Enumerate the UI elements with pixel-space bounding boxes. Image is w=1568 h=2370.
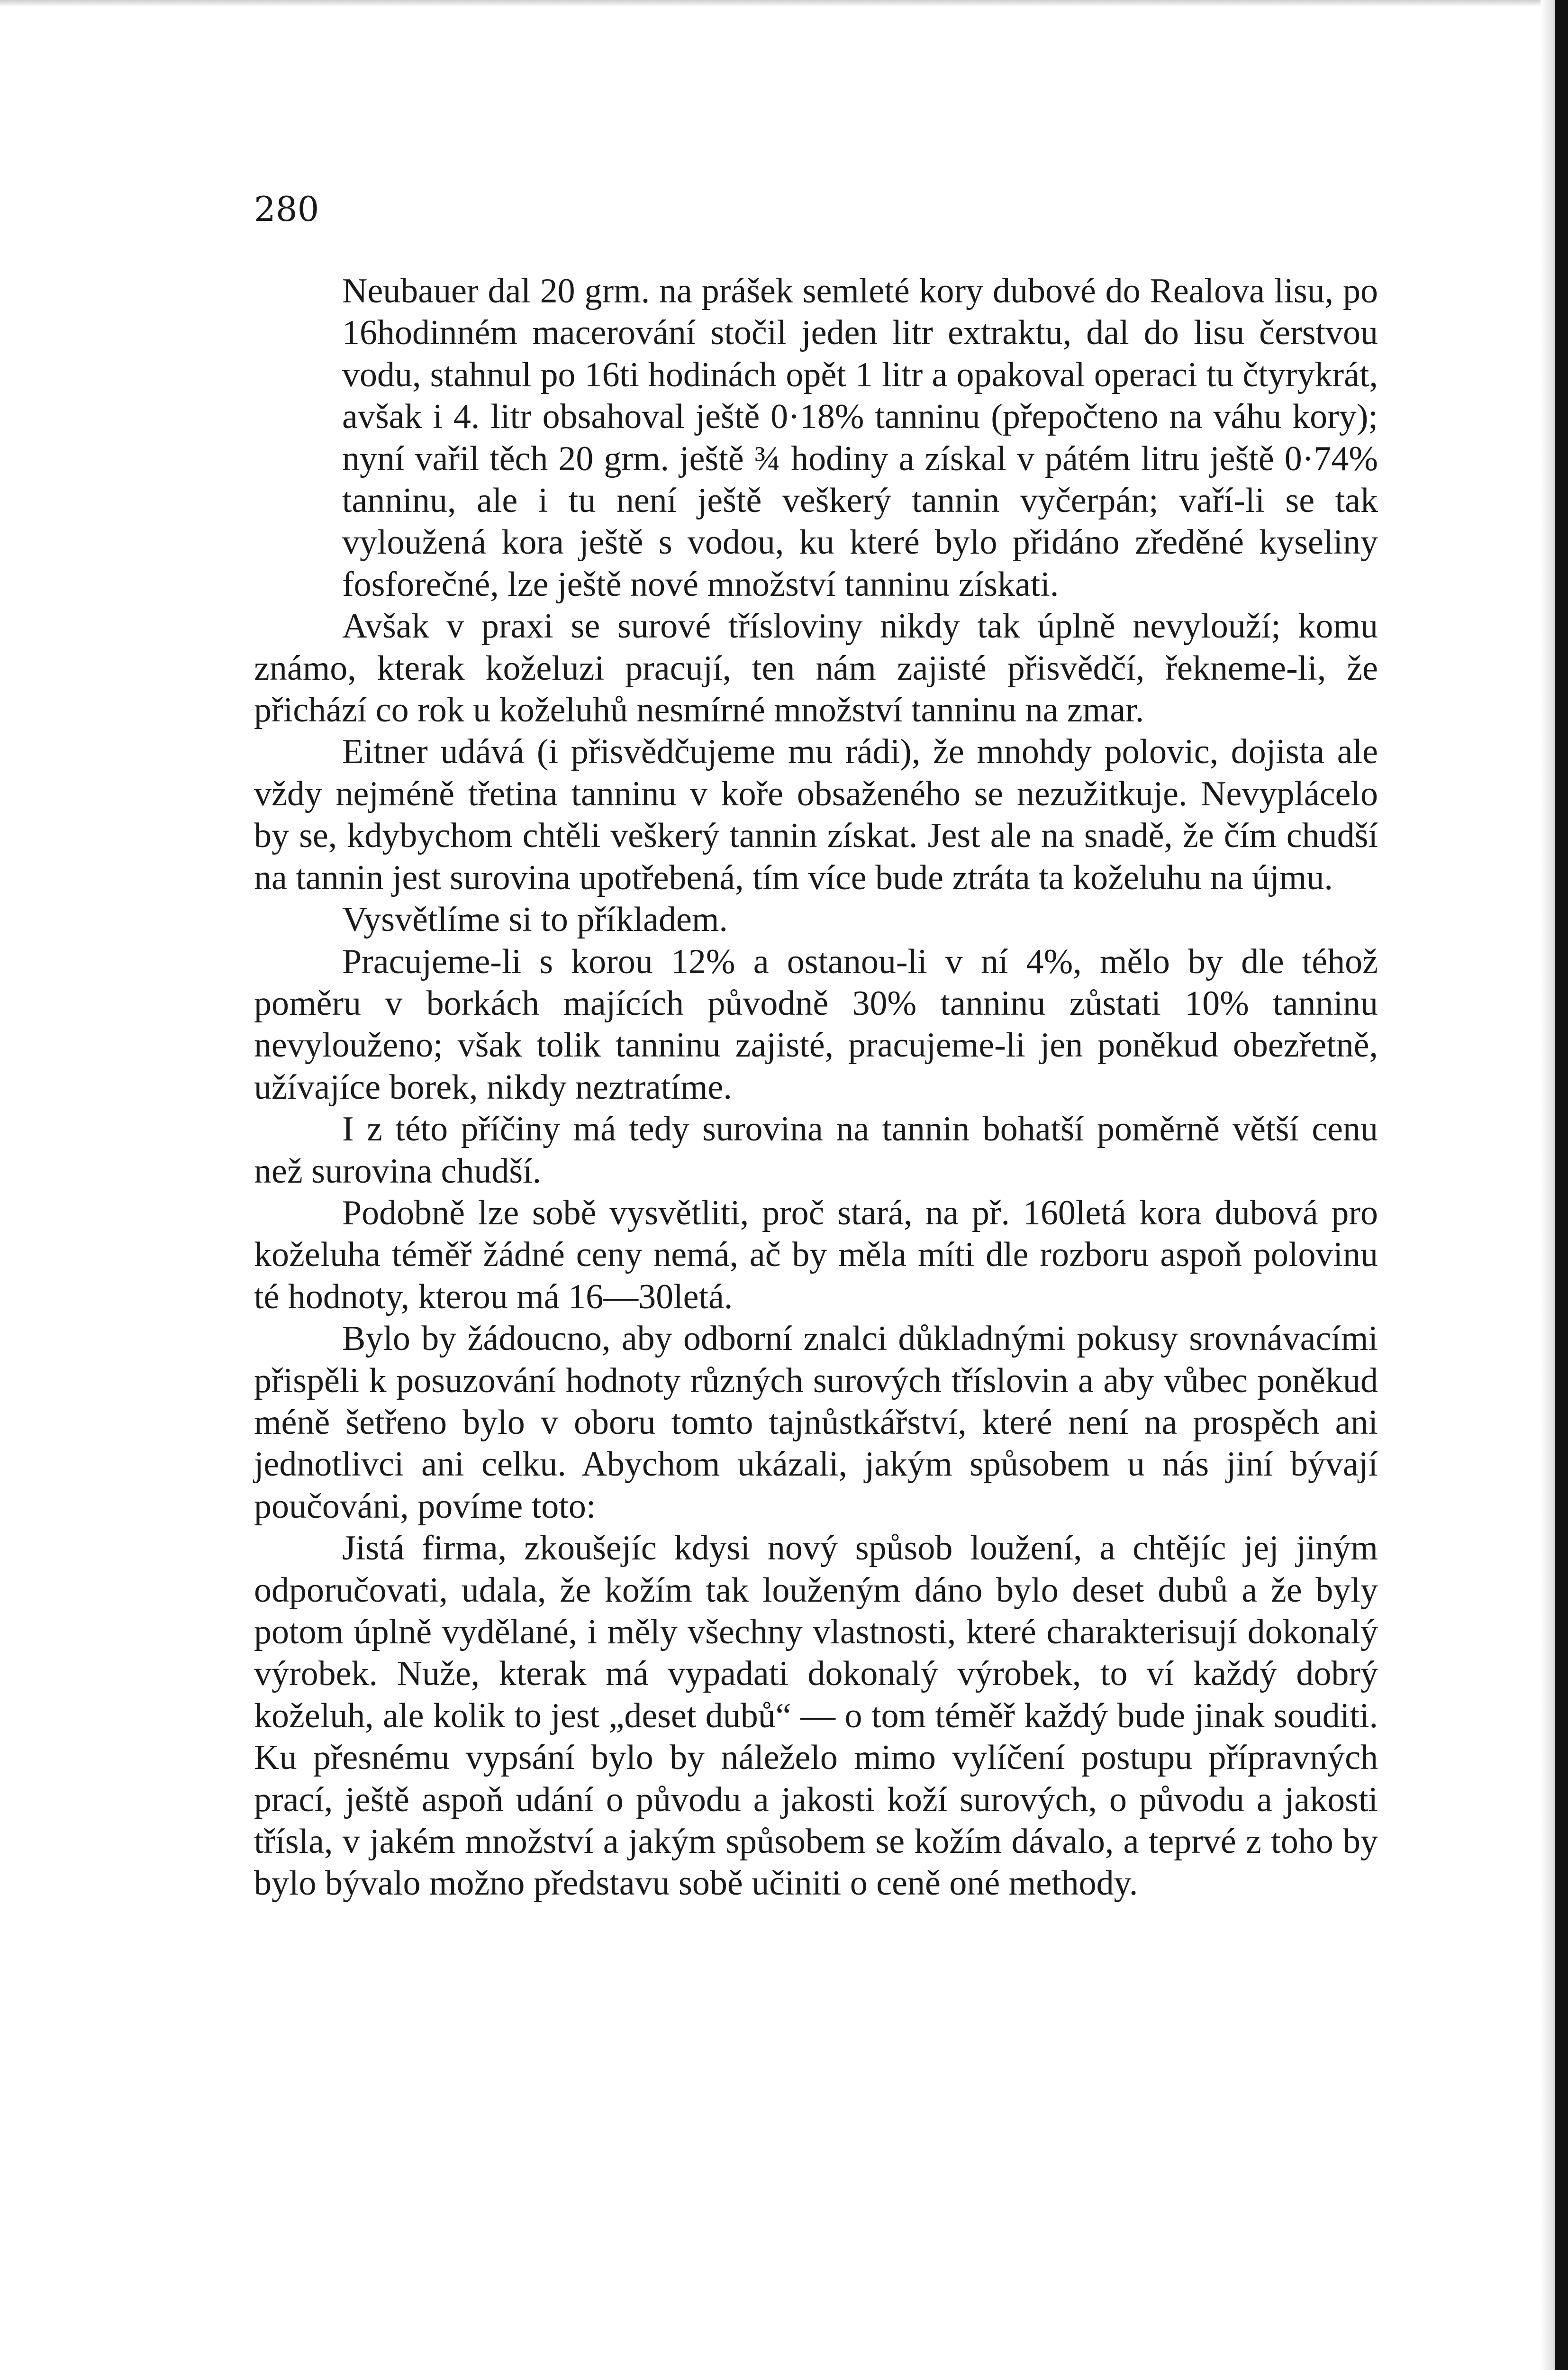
scan-page-shadow xyxy=(1541,0,1555,2370)
paragraph: Neubauer dal 20 grm. na prášek semleté kory dubové do Realova lisu, po 16hodinném macerování stočil jeden litr extraktu, dal do lisu čerstvou vodu, stahnul po 16ti hodinách opět 1 litr a opakoval operaci tu čtyrykrát, avšak i 4. litr obsahoval ještě 0·18% tanninu (přepočteno na váhu kory); nyní vařil těch 20 grm. ještě ¾ hodiny a získal v pátém litru ještě 0·74% tanninu, ale i tu není ještě veškerý tannin vyčerpán; vaří-li se tak vyloužená kora ještě s vodou, ku které bylo přidáno zředěné kyseliny fosforečné, lze ještě nové množství tanninu získati. xyxy=(342,272,1378,604)
paragraph: Eitner udává (i přisvědčujeme mu rádi), že mnohdy polovic, dojista ale vždy nejméně třetina tanninu v koře obsaženého se nezužitkuje. Nevyplácelo by se, kdybychom chtěli veškerý tannin získat. Jest ale na snadě, že čím chudší na tannin jest surovina upotřebená, tím více bude ztráta ta koželuhu na újmu. xyxy=(254,732,1378,897)
scan-top-edge xyxy=(0,0,1568,7)
paragraph: Pracujeme-li s korou 12% a ostanou-li v ní 4%, mělo by dle téhož poměru v borkách majících původně 30% tanninu zůstati 10% tanninu nevylouženo; však tolik tanninu zajisté, pracujeme-li jen poněkud obezřetně, užívajíce borek, nikdy neztratíme. xyxy=(254,942,1378,1107)
paragraph: I z této příčiny má tedy surovina na tannin bohatší poměrně větší cenu než surovina chudší. xyxy=(254,1110,1378,1191)
paragraph: Podobně lze sobě vysvětliti, proč stará, na př. 160letá kora dubová pro koželuha téměř žádné ceny nemá, ač by měla míti dle rozboru aspoň polovinu té hodnoty, kterou má 16—30letá. xyxy=(254,1193,1378,1316)
scan-right-border xyxy=(1555,0,1568,2370)
page-number: 280 xyxy=(254,189,319,229)
paragraph: Bylo by žádoucno, aby odborní znalci důkladnými pokusy srovnávacími přispěli k posuzování hodnoty různých surových tříslovin a aby vůbec poněkud méně šetřeno bylo v oboru tomto tajnůstkářství, které není na prospěch ani jednotlivci ani celku. Abychom ukázali, jakým spůsobem u nás jiní bývají poučováni, povíme toto: xyxy=(254,1319,1378,1526)
body-text xyxy=(254,270,1378,1905)
paragraph: Vysvětlíme si to příkladem. xyxy=(342,900,728,939)
paragraph: Avšak v praxi se surové třísloviny nikdy tak úplně nevylouží; komu známo, kterak koželuzi pracují, ten nám zajisté přisvědčí, řekneme-li, že přichází co rok u koželuhů nesmírné množství tanninu na zmar. xyxy=(254,607,1378,730)
paragraph: Jistá firma, zkoušejíc kdysi nový spůsob loužení, a chtějíc jej jiným odporučovati, udala, že kožím tak louženým dáno bylo deset dubů a že byly potom úplně vydělané, i měly všechny vlastnosti, které charakterisují dokonalý výrobek. Nuže, kterak má vypadati dokonalý výrobek, to ví každý dobrý koželuh, ale kolik to jest „deset dubů“ — o tom téměř každý bude jinak souditi. Ku přesnému vypsání bylo by náleželo mimo vylíčení postupu přípravných prací, ještě aspoň udání o původu a jakosti koží surových, o původu a jakosti třísla, v jakém množství a jakým spůsobem se kožím dávalo, a teprvé z toho by bylo bývalo možno představu sobě učiniti o ceně oné methody. xyxy=(254,1529,1378,1903)
